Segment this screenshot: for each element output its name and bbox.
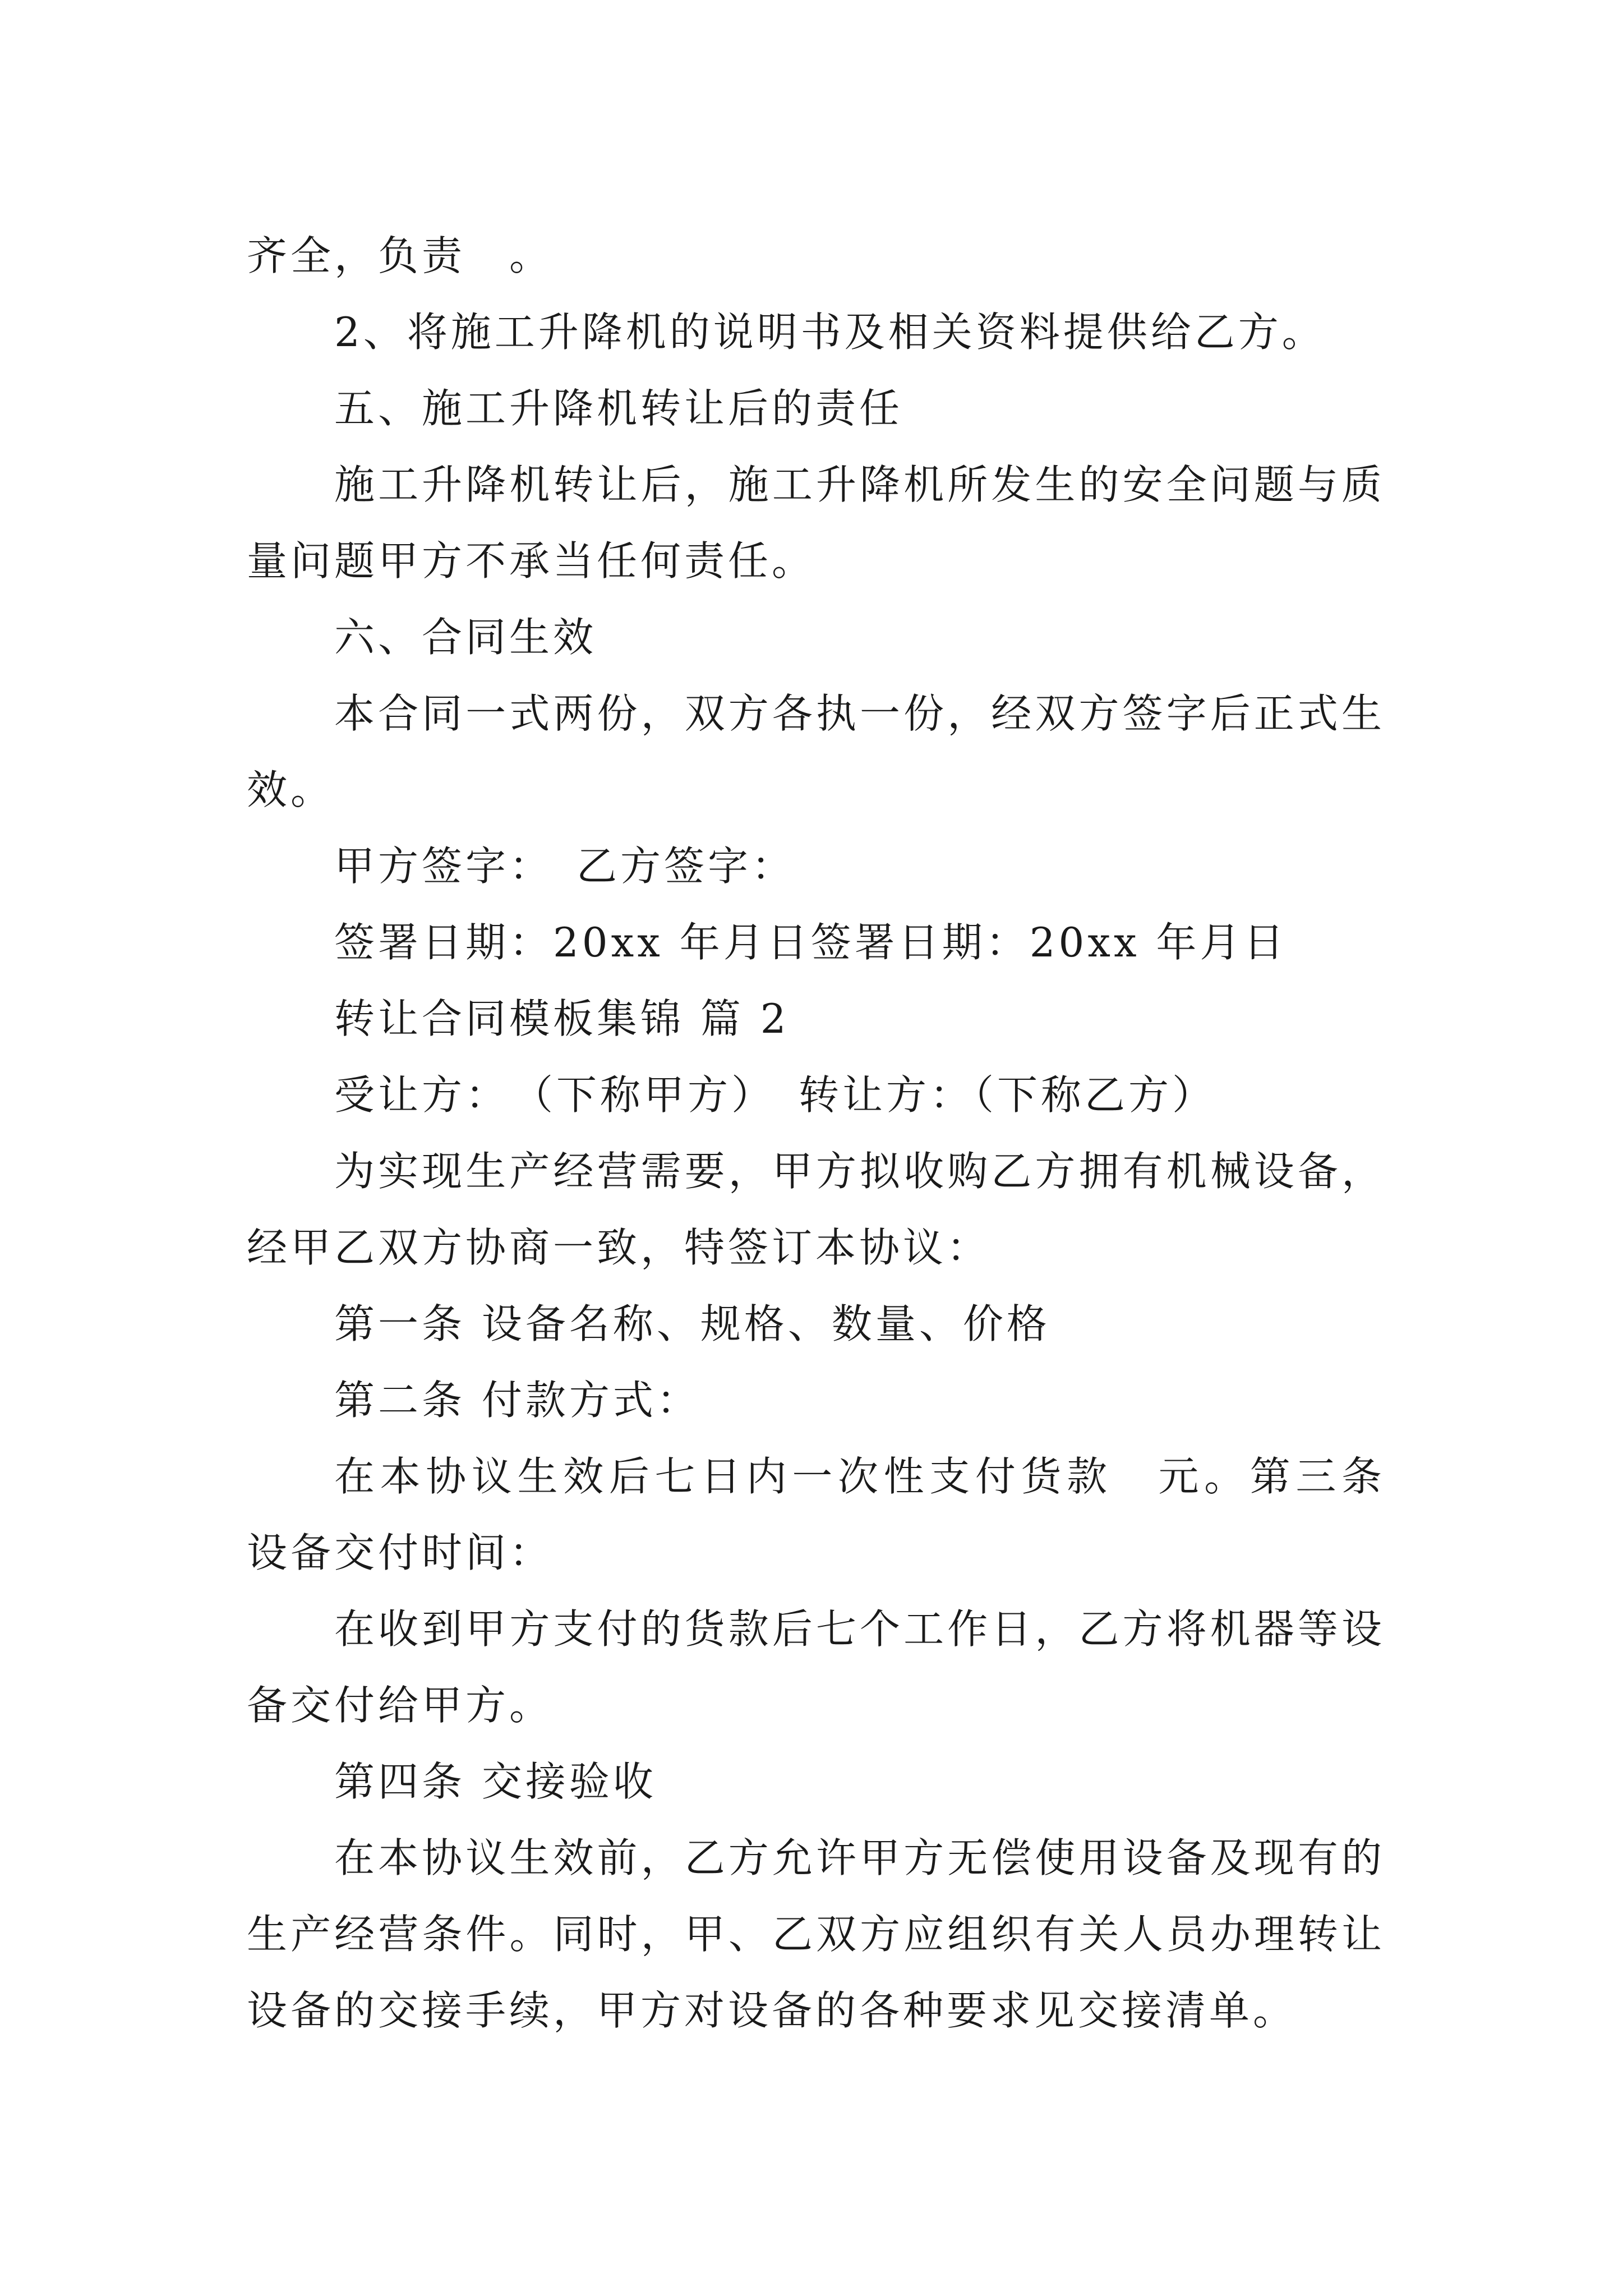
- parties-line: 受让方： （下称甲方） 转让方：（下称乙方）: [334, 1071, 1216, 1119]
- date-line: 签署日期：20xx 年月日签署日期：20xx 年月日: [334, 919, 1288, 966]
- clause-1: 第一条 设备名称、规格、数量、价格: [334, 1300, 1050, 1347]
- article-title-2: 转让合同模板集锦 篇 2: [334, 995, 790, 1042]
- paragraph-3: 施工升降机转让后，施工升降机所发生的安全问题与质量问题甲方不承当任何责任。: [247, 461, 1385, 585]
- paragraph-5: 为实现生产经营需要，甲方拟收购乙方拥有机械设备，经甲乙双方协商一致，特签订本协议：: [247, 1148, 1385, 1271]
- section-heading-6: 六、合同生效: [334, 614, 597, 661]
- paragraph-2: 2、将施工升降机的说明书及相关资料提供给乙方。: [334, 309, 1326, 356]
- paragraph-1: 齐全，负责 。: [247, 232, 554, 279]
- paragraph-6: 在本协议生效后七日内一次性支付货款 元。第三条 设备交付时间：: [247, 1453, 1385, 1576]
- paragraph-7: 在收到甲方支付的货款后七个工作日，乙方将机器等设备交付给甲方。: [247, 1605, 1385, 1729]
- paragraph-4: 本合同一式两份，双方各执一份，经双方签字后正式生效。: [247, 690, 1385, 813]
- clause-4: 第四条 交接验收: [334, 1758, 657, 1805]
- document-body: [247, 218, 1385, 2049]
- paragraph-8: 在本协议生效前，乙方允许甲方无偿使用设备及现有的生产经营条件。同时，甲、乙双方应组织有关人员办理转让设备的交接手续，甲方对设备的各种要求见交接清单。: [247, 1834, 1385, 2034]
- section-heading-5: 五、施工升降机转让后的责任: [334, 385, 903, 432]
- signature-line: 甲方签字： 乙方签字：: [334, 843, 796, 890]
- clause-2: 第二条 付款方式：: [334, 1377, 700, 1424]
